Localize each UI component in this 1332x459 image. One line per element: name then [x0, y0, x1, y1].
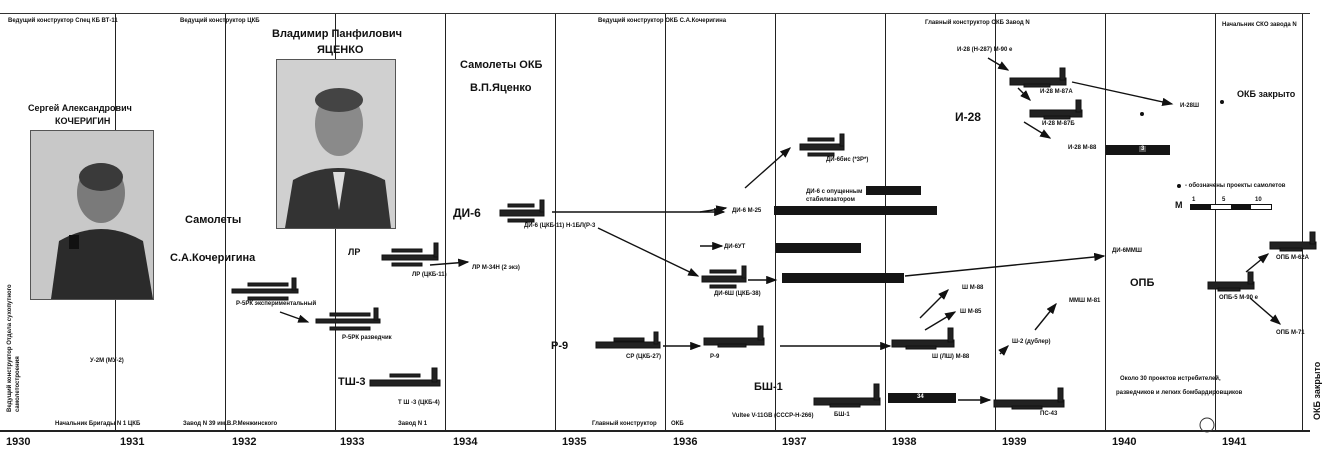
aircraft-label: ДИ-6: [453, 206, 481, 220]
aircraft-label: Ш М-88: [962, 285, 984, 291]
person-surname: ЯЦЕНКО: [317, 44, 364, 56]
aircraft-label: ДИ-6 с опущенным стабилизатором: [806, 189, 863, 203]
aircraft-label: Р-9: [710, 354, 720, 360]
section-title: С.А.Кочеригина: [170, 252, 256, 264]
scale-label: М: [1175, 200, 1183, 210]
aircraft-label: ЛР (ЦКБ-11): [412, 272, 447, 278]
role-label: Завод N 1: [398, 421, 428, 427]
role-label: ОКБ: [671, 421, 684, 427]
aircraft-label: Ш М-85: [960, 309, 982, 315]
aircraft-label: ММШ М-81: [1069, 298, 1101, 304]
section-title: И-28: [955, 110, 981, 124]
scale-tick: 1: [1192, 197, 1196, 203]
section-title: Самолеты: [185, 214, 242, 226]
section-title: ОПБ: [1130, 277, 1155, 289]
note-text: Около 30 проектов истребителей,: [1120, 376, 1221, 382]
section-title: ОКБ закрыто: [1237, 89, 1296, 99]
year-label: 1933: [340, 436, 365, 448]
aircraft-label: Р-5РК экспериментальный: [236, 301, 317, 307]
bar-count: 3: [1141, 146, 1145, 152]
year-label: 1938: [892, 436, 917, 448]
scale-tick: 10: [1255, 197, 1262, 203]
year-label: 1930: [6, 436, 31, 448]
role-label: Начальник СКО завода N: [1222, 22, 1297, 28]
role-label: Начальник Бригады N 1 ЦКБ: [55, 421, 141, 427]
aircraft-label: ДИ-6ММШ: [1112, 248, 1142, 254]
bar-count: 34: [917, 394, 924, 400]
aircraft-label: Ш (ЛШ) М-88: [932, 354, 970, 360]
aircraft-label: И-28 М-87А: [1040, 89, 1073, 95]
year-label: 1939: [1002, 436, 1027, 448]
aircraft-label: ОПБ-5 М-90 е: [1219, 295, 1258, 301]
aircraft-label: ЛР: [348, 247, 361, 257]
aircraft-label: ДИ-6бис (*3Р*): [826, 157, 869, 163]
aircraft-label: ЛР М-34Н (2 экз): [472, 265, 520, 271]
role-label: Главный конструктор ОКБ Завод N: [925, 20, 1030, 26]
aircraft-label: ДИ-6Ш (ЦКБ-38): [714, 291, 761, 297]
year-label: 1934: [453, 436, 478, 448]
aircraft-label: Р-5РК разведчик: [342, 335, 392, 341]
aircraft-label: И-28 М-87Б: [1042, 121, 1075, 127]
aircraft-label: ДИ-6УТ: [724, 244, 746, 250]
year-label: 1931: [120, 436, 145, 448]
section-title-vertical: ОКБ закрыто: [1312, 361, 1322, 420]
year-label: 1935: [562, 436, 587, 448]
year-label: 1932: [232, 436, 257, 448]
aircraft-label: ДИ-6 М-25: [732, 208, 762, 214]
legend-text: - обозначены проекты самолетов: [1185, 183, 1286, 189]
aircraft-label: СР (ЦКБ-27): [626, 354, 662, 360]
note-text: разведчиков и легких бомбардировщиков: [1116, 390, 1243, 396]
section-title: В.П.Яценко: [470, 82, 532, 94]
aircraft-label: Vultee V-11GB (СССР-Н-266): [732, 413, 814, 419]
aircraft-label: Ш-2 (дублер): [1012, 339, 1051, 345]
role-label: Ведущий конструктор Спец КБ ВТ-11: [8, 18, 118, 24]
aircraft-label: ОПБ М-62А: [1276, 255, 1309, 261]
aircraft-label: БШ-1: [834, 412, 850, 418]
aircraft-label: Т Ш -3 (ЦКБ-4): [398, 400, 440, 406]
aircraft-label: БШ-1: [754, 381, 783, 393]
person-name: Сергей Александрович: [28, 103, 132, 113]
year-label: 1940: [1112, 436, 1137, 448]
role-label: Ведущий конструктор ОКБ С.А.Кочеригина: [598, 18, 727, 24]
aircraft-label: ПС-43: [1040, 411, 1058, 417]
aircraft-label: И-28Ш: [1180, 103, 1200, 109]
aircraft-label: Р-9: [551, 340, 569, 352]
role-label: Завод N 39 им.В.Р.Менжинского: [183, 421, 278, 427]
section-title: Самолеты ОКБ: [460, 59, 543, 71]
year-label: 1936: [673, 436, 698, 448]
person-name: Владимир Панфилович: [272, 28, 402, 40]
aircraft-label: И-28 (Н-287) М-90 е: [957, 47, 1013, 53]
aircraft-label: ДИ-6 (ЦКБ-11) Н-1БЛ(Р-3: [524, 223, 596, 229]
aircraft-label: И-28 М-88: [1068, 145, 1097, 151]
aircraft-label: У-2М (МУ-2): [90, 358, 124, 364]
role-label-vertical: Ведущий конструктор Отдела сухопутного самолетостроения: [7, 284, 21, 412]
year-label: 1937: [782, 436, 807, 448]
scale-tick: 5: [1222, 197, 1226, 203]
role-label: Главный конструктор: [592, 421, 657, 427]
aircraft-label: ОПБ М-71: [1276, 330, 1305, 336]
aircraft-label: ТШ-3: [338, 376, 366, 388]
role-label: Ведущий конструктор ЦКБ: [180, 18, 260, 24]
person-surname: КОЧЕРИГИН: [55, 116, 111, 126]
year-label: 1941: [1222, 436, 1247, 448]
